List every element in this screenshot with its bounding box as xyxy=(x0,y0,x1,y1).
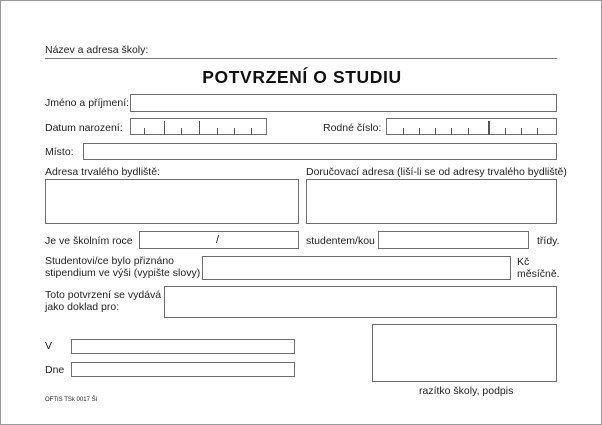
place-field[interactable] xyxy=(83,143,557,160)
digit-separator xyxy=(419,128,420,135)
digit-separator xyxy=(521,128,522,135)
form-title: POTVRZENÍ O STUDIU xyxy=(202,67,402,87)
place-label: Místo: xyxy=(45,146,74,158)
school-year-field[interactable] xyxy=(139,231,299,249)
birth-number-label: Rodné číslo: xyxy=(323,122,382,134)
birth-number-slash-separator xyxy=(488,121,490,135)
name-label: Jméno a příjmení: xyxy=(45,97,130,109)
day-month-separator xyxy=(164,121,165,135)
in-label: V xyxy=(45,340,53,352)
stamp-signature-field[interactable] xyxy=(372,324,557,382)
footer-code: OFTIS TSk 0017 Ší xyxy=(45,397,98,403)
month-year-separator xyxy=(199,121,200,135)
digit-separator xyxy=(537,128,538,135)
stipend-label-line1: Studentovi/ce bylo přiznáno xyxy=(45,255,174,267)
digit-separator xyxy=(505,128,506,135)
class-field[interactable] xyxy=(378,231,529,249)
permanent-address-field[interactable] xyxy=(45,179,299,224)
digit-separator xyxy=(234,128,235,135)
permanent-address-label: Adresa trvalého bydliště: xyxy=(45,166,160,178)
stipend-amount-field[interactable] xyxy=(202,256,511,280)
student-label: studentem/kou xyxy=(306,235,375,247)
monthly-label: měsíčně. xyxy=(517,268,560,280)
stamp-label: razítko školy, podpis xyxy=(419,385,514,397)
class-label: třídy. xyxy=(537,235,560,247)
purpose-label-line2: jako doklad pro: xyxy=(45,301,120,313)
digit-separator xyxy=(451,128,452,135)
stipend-label-line2: stipendium ve výši (vypište slovy) xyxy=(45,267,201,279)
issue-place-field[interactable] xyxy=(71,339,295,354)
digit-separator xyxy=(144,128,145,135)
school-name-label: Název a adresa školy: xyxy=(45,44,149,56)
digit-separator xyxy=(403,128,404,135)
digit-separator xyxy=(468,128,469,135)
school-year-label: Je ve školním roce xyxy=(45,235,133,247)
birth-number-field[interactable] xyxy=(386,118,557,135)
school-name-line[interactable] xyxy=(45,58,557,59)
name-field[interactable] xyxy=(130,94,557,112)
purpose-label-line1: Toto potvrzení se vydává xyxy=(45,289,162,301)
issue-date-field[interactable] xyxy=(71,362,295,377)
purpose-field[interactable] xyxy=(164,286,557,318)
digit-separator xyxy=(217,128,218,135)
date-label: Dne xyxy=(45,364,65,376)
school-year-separator: / xyxy=(216,234,220,246)
delivery-address-field[interactable] xyxy=(306,179,557,224)
delivery-address-label: Doručovací adresa (liší-li se od adresy trvalého bydliště) xyxy=(306,166,567,178)
digit-separator xyxy=(251,128,252,135)
digit-separator xyxy=(435,128,436,135)
birthdate-label: Datum narození: xyxy=(45,122,123,134)
currency-label: Kč xyxy=(517,256,530,268)
birthdate-field[interactable] xyxy=(130,118,267,135)
digit-separator xyxy=(181,128,182,135)
